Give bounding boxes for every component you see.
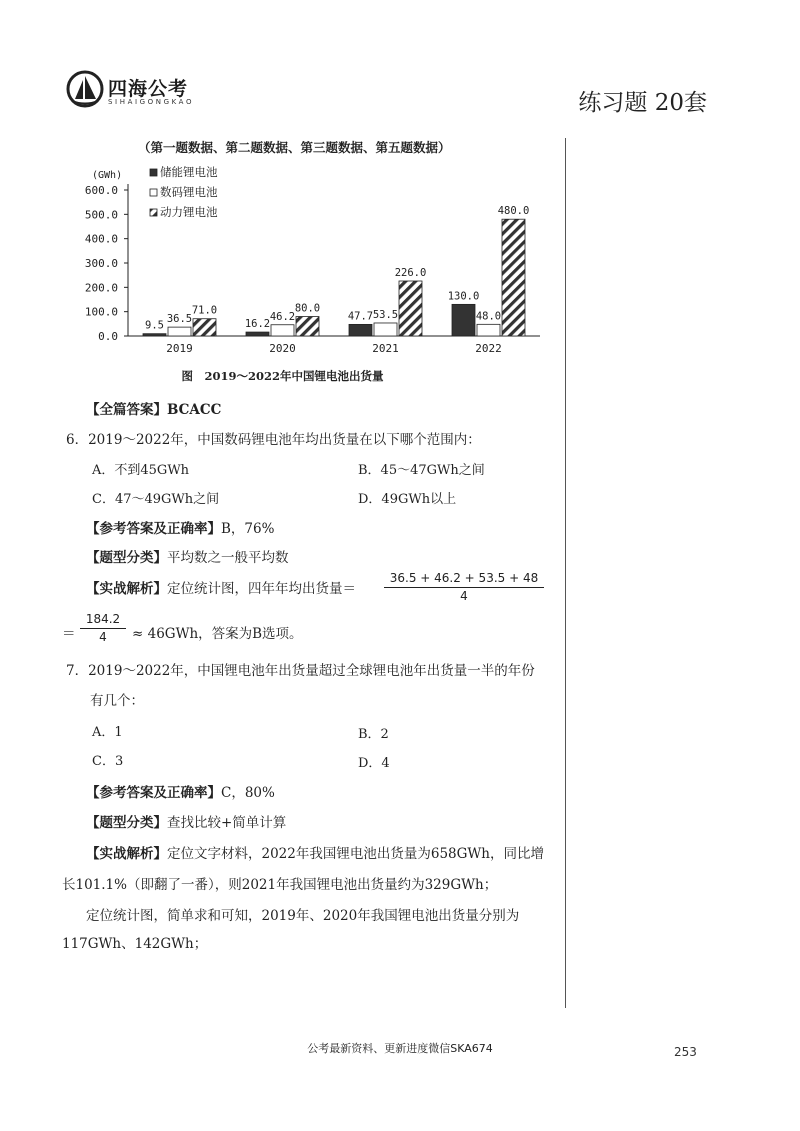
logo-subtitle: SIHAIGONGKAO [108, 98, 195, 106]
q7-answer [86, 781, 275, 801]
bar [477, 324, 500, 336]
q7-analysis-label: 【实战解析】 [86, 846, 167, 862]
data-label: 130.0 [447, 290, 480, 303]
q6-option-c: C．47～49GWh之间 [92, 492, 220, 507]
y-axis-unit: (GWh) [92, 170, 123, 181]
q6-conclusion: ≈ 46GWh，答案为B选项。 [132, 626, 303, 642]
legend-label: 动力锂电池 [160, 205, 218, 219]
q7-answer-label: 【参考答案及正确率】 [86, 785, 221, 801]
q7-analysis-line2: 长101.1%（即翻了一番），则2021年我国锂电池出货量约为329GWh； [62, 877, 498, 893]
bar [502, 219, 525, 336]
q7-option-c: C．3 [92, 754, 124, 769]
y-tick-label: 0.0 [98, 330, 118, 343]
data-label: 71.0 [191, 304, 218, 317]
all-answers: 【全篇答案】BCACC [86, 402, 222, 418]
bar [374, 323, 397, 336]
x-tick-label: 2022 [475, 342, 502, 355]
x-tick-label: 2020 [269, 342, 296, 355]
bar [452, 304, 475, 336]
q6-option-b: B．45～47GWh之间 [358, 463, 485, 478]
q7-answer-value: C，80% [221, 785, 275, 801]
x-tick-label: 2019 [166, 342, 193, 355]
logo-name: 四海公考 [108, 78, 189, 100]
y-tick-label: 100.0 [84, 305, 118, 319]
q6-answer-label: 【参考答案及正确率】 [86, 521, 221, 537]
bar [246, 332, 269, 336]
q6-analysis [86, 577, 356, 597]
bar [271, 325, 294, 336]
q7-option-d: D．4 [358, 756, 390, 771]
y-tick-label: 600.0 [84, 184, 118, 197]
q6-type-value: 平均数之一般平均数 [167, 550, 289, 566]
data-label: 80.0 [294, 302, 321, 315]
q6-fraction-1 [384, 571, 544, 603]
series-title: 练习题 20套 [578, 90, 707, 116]
data-label: 16.2 [244, 318, 271, 331]
q6-analysis-label: 【实战解析】 [86, 581, 167, 597]
data-label: 47.7 [347, 310, 374, 323]
y-tick-label: 400.0 [84, 232, 118, 246]
q6-type [86, 546, 289, 566]
footer-note: 公考最新资料、更新进度微信SKA674 [307, 1042, 493, 1055]
logo [66, 70, 104, 108]
x-tick-label: 2021 [372, 342, 399, 355]
y-tick-label: 500.0 [84, 208, 118, 222]
q6-fraction-2 [80, 612, 126, 644]
q7-stem-line2: 有几个： [90, 693, 144, 709]
data-label: 36.5 [166, 313, 193, 326]
q6-type-label: 【题型分类】 [86, 550, 167, 566]
q7-analysis-line4: 117GWh、142GWh； [62, 936, 208, 952]
q6-option-a: A．不到45GWh [92, 463, 190, 478]
y-tick-label: 200.0 [84, 281, 118, 295]
q6-fraction-1-numerator: 36.5 + 46.2 + 53.5 + 48 [389, 571, 539, 585]
data-label: 480.0 [497, 205, 530, 218]
bar [143, 334, 166, 336]
data-label: 226.0 [394, 267, 427, 280]
q6-stem: 6．2019～2022年，中国数码锂电池年均出货量在以下哪个范围内： [66, 432, 481, 448]
q6-fraction-2-denominator: 4 [99, 630, 107, 644]
q7-stem-line1: 7．2019～2022年，中国锂电池年出货量超过全球锂电池年出货量一半的年份 [66, 663, 535, 679]
q7-type [86, 811, 286, 831]
bar [399, 281, 422, 336]
chart-source-note: （第一题数据、第二题数据、第三题数据、第五题数据） [138, 140, 451, 155]
q7-analysis-line1 [86, 842, 544, 862]
q6-option-d: D．49GWh以上 [358, 492, 457, 507]
q6-answer [86, 517, 274, 537]
q7-type-label: 【题型分类】 [86, 815, 167, 831]
legend-swatch [150, 189, 157, 196]
q6-eq-sign: ＝ [62, 626, 76, 642]
y-tick-label: 300.0 [84, 257, 118, 270]
legend-label: 储能锂电池 [160, 165, 218, 179]
margin-divider [565, 138, 566, 1008]
sailboat-logo-icon [66, 70, 104, 108]
q7-type-value: 查找比较+简单计算 [167, 815, 287, 831]
q6-analysis-value: 定位统计图，四年年均出货量＝ [167, 581, 356, 597]
legend-label: 数码锂电池 [160, 185, 218, 199]
bar [193, 319, 216, 336]
data-label: 53.5 [372, 308, 399, 321]
legend-swatch [150, 209, 157, 216]
bar [296, 317, 319, 336]
q7-option-b: B．2 [358, 727, 389, 742]
bar [168, 327, 191, 336]
q7-analysis-line3: 定位统计图，简单求和可知，2019年、2020年我国锂电池出货量分别为 [86, 908, 520, 924]
figure-caption: 图 2019～2022年中国锂电池出货量 [181, 369, 384, 383]
bar [349, 324, 372, 336]
page-number: 253 [674, 1045, 697, 1059]
bar-chart [0, 160, 565, 365]
data-label: 9.5 [145, 319, 164, 332]
q6-fraction-2-numerator: 184.2 [85, 612, 121, 626]
q6-answer-value: B，76% [221, 521, 275, 537]
legend-swatch [150, 169, 157, 176]
data-label: 46.2 [269, 310, 296, 323]
q6-fraction-1-denominator: 4 [460, 589, 468, 603]
q7-option-a: A．1 [92, 725, 123, 740]
data-label: 48.0 [475, 310, 502, 323]
q7-analysis-text: 定位文字材料，2022年我国锂电池出货量为658GWh，同比增 [167, 846, 544, 862]
